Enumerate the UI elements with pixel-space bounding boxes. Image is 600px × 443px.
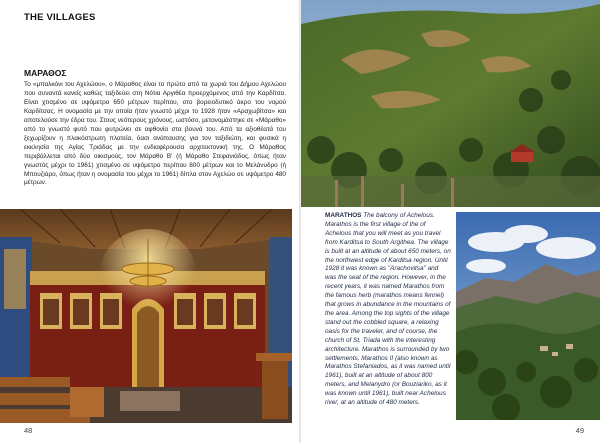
- section-header: THE VILLAGES: [24, 12, 96, 23]
- greek-title: ΜΑΡΑΘΟΣ: [24, 68, 67, 78]
- hillside-image: [301, 0, 600, 207]
- church-interior-photo: [0, 209, 292, 423]
- english-body-paragraph: [325, 212, 451, 408]
- greek-article: [24, 68, 286, 188]
- hillside-village-photo: [301, 0, 600, 207]
- english-body: The balcony of Achelous. Marathos is the first village of the of Achelous that you will meet as you travel from Karditsa to South Argithea. The village is built at an altitude of about 650 meters, on the northwest edge of Karditsa region. Until 1928 it was known as "Arachovitsa" and was the seat of the region. However, in the recent years, it was named Marathos from the famous herb (marathos means fennel) that grows in abundance in the mountains of the area. Among the top sights of the village stand out the cobbled square, a relaxing oasis for the traveler, and of course, the church of St. Triada with the interesting architecture. Marathos is surrounded by two settlements, Marathos II (also known as Marathos Stefaniados, as it was named until 1961), built at an altitude of about 800 meters, and Melanydro (or Bouziariko, as it was known until 1961), built near Achelous river, at an altitude of 480 meters.: [325, 212, 451, 407]
- valley-image: [456, 212, 600, 420]
- english-article: [325, 212, 451, 408]
- english-title: MARATHOS: [325, 212, 362, 219]
- page-number-right: 49: [575, 426, 584, 435]
- greek-body: Το «μπαλκόνι του Αχελώου», ο Μάραθος είναι το πρώτο από τα χωριά του Δήμου Αχελώου που συναντά κανείς καθώς ταξιδεύει στη Νότια Αργιθέα προερχόμενος από την Καρδίτσα. Είναι χτισμένο σε υψόμετρο 650 μέτρων περίπου, στο βορειοδυτικό άκρο του νομού Καρδίτσας. Η ονομασία με την οποία ήταν γνωστό μέχρι το 1928 ήταν «Αραχωβίτσα» και αποτελούσε την έδρα του. Στους νεότερους χρόνους, ωστόσο, μετονομάστηκε σε «Μάραθο» από το γνωστό φυτό που φυτρώνει σε αφθονία στα βουνά του. Από τα αξιοθέατά του ξεχωρίζουν η πλακόστρωτη πλατεία, όασι ανάπαυσης για τον ταξιδιώτη, και φυσικά η εκκλησία της Αγίας Τριάδας με την ενδιαφέρουσα αρχιτεκτονική της. Ο Μάραθος περιβάλλεται από δύο οικισμούς, τον Μάραθο Β' (ή Μάραθο Στεφανιάδος, όπως ήταν γνωστός μέχρι το 1961) χτισμένο σε υψόμετρο περίπου 800 μέτρων και το Μελάνυδρο (ή Μπουζιάρο, όπως ήταν η ονομασία του μέχρι το 1961) δίπλα στον Αχελώο σε υψόμετρο 480 μέτρων.: [24, 81, 286, 187]
- church-interior-image: [0, 209, 292, 423]
- page-number-left: 48: [24, 426, 33, 435]
- mountain-valley-photo: [456, 212, 600, 420]
- left-page: [0, 0, 299, 443]
- right-page: [301, 0, 600, 443]
